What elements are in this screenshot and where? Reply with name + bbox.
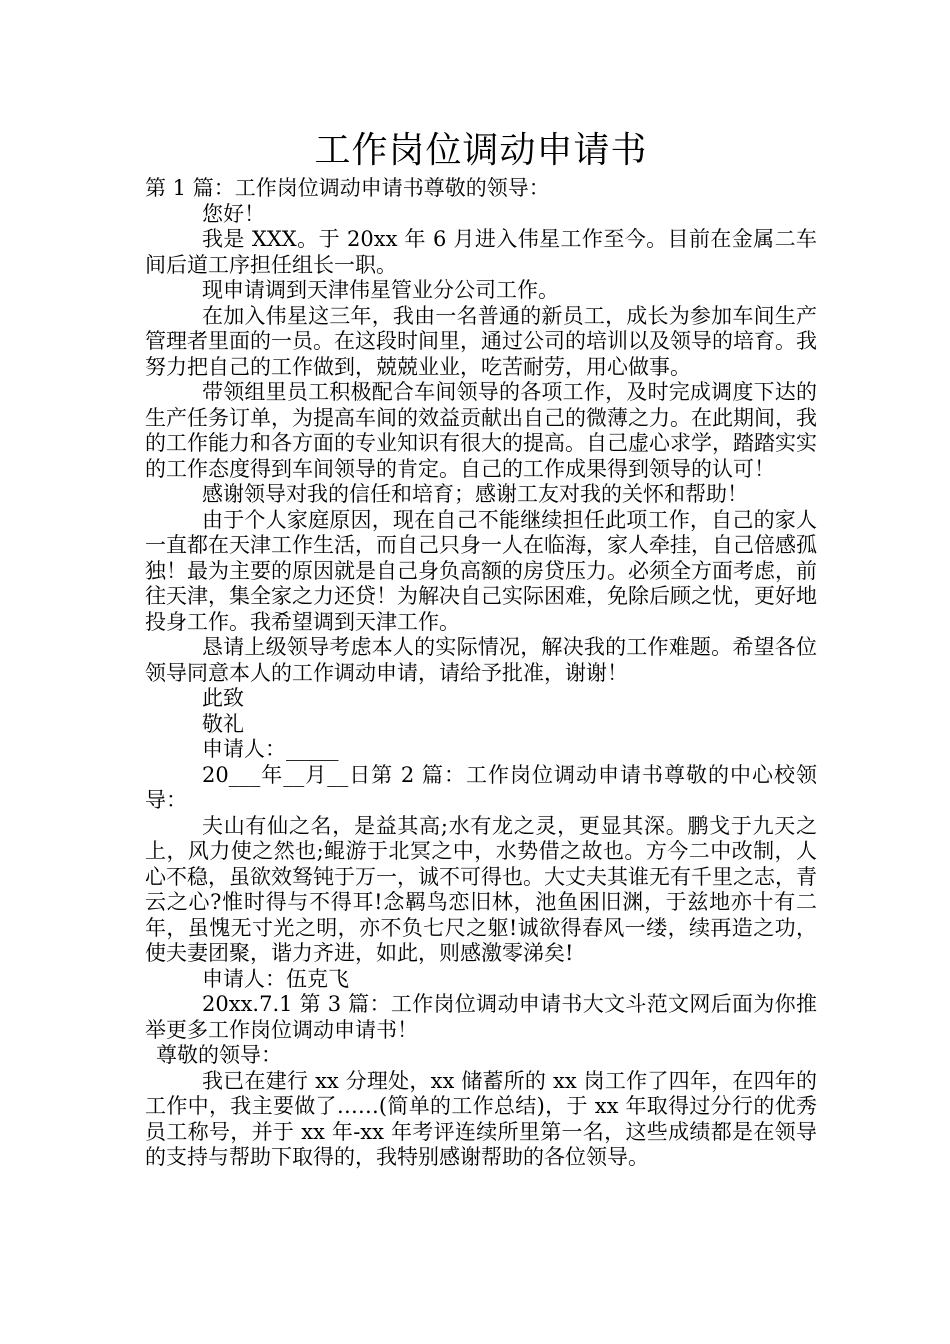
paragraph-closing-1: 此致 — [202, 686, 244, 710]
paragraph-section-3-salutation: 尊敬的领导： — [156, 1043, 282, 1067]
paragraph-applicant-1: 申请人：_____ — [202, 737, 339, 761]
paragraph-applicant-2: 申请人：伍克飞 — [202, 966, 349, 991]
paragraph-date-section-3-heading: 20xx.7.1 第 3 篇：工作岗位调动申请书大文斗范文网后面为你推举更多工作岗位调动申请书！ — [145, 992, 817, 1042]
paragraph-greeting: 您好！ — [202, 201, 265, 226]
paragraph-team-work: 带领组里员工积极配合车间领导的各项工作，及时完成调度下达的生产任务订单，为提高车间的效益贡献出自己的微薄之力。在此期间，我的工作能力和各方面的专业知识有很大的提高。自己虚心求学，踏踏实实的工作态度得到车间领导的肯定。自己的工作成果得到领导的认可！ — [145, 380, 817, 481]
paragraph-request: 现申请调到天津伟星管业分公司工作。 — [202, 278, 559, 302]
document-page — [145, 128, 817, 1171]
paragraph-section-3-body: 我已在建行 xx 分理处，xx 储蓄所的 xx 岗工作了四年，在四年的工作中，我主要做了……(简单的工作总结)，于 xx 年取得过分行的优秀员工称号，并于 xx 年-xx 年考评连续所里第一名，这些成绩都是在领导的支持与帮助下取得的，我特别感谢帮助的各位领导。 — [145, 1068, 817, 1169]
paragraph-section-2-body: 夫山有仙之名，是益其高;水有龙之灵，更显其深。鹏戈于九天之上，风力使之然也;鲲游于北冥之中，水势借之故也。方今二中改制，人心不稳，虽欲效驽钝于万一，诚不可得也。大丈夫其谁无有千里之志，青云之心?惟时得与不得耳!念羁鸟恋旧林，池鱼困旧渊，于兹地亦十有二年，虽愧无寸光之明，亦不负七尺之躯!诚欲得春风一缕，续再造之功，使夫妻团聚，谐力齐进，如此，则感激零涕矣! — [145, 813, 817, 965]
paragraph-thanks: 感谢领导对我的信任和培育；感谢工友对我的关怀和帮助！ — [202, 482, 748, 506]
paragraph-plea: 恳请上级领导考虑本人的实际情况，解决我的工作难题。希望各位领导同意本人的工作调动申请，请给予批准，谢谢！ — [145, 635, 817, 685]
paragraph-closing-2: 敬礼 — [202, 711, 244, 736]
paragraph-experience: 在加入伟星这三年，我由一名普通的新员工，成长为参加车间生产管理者里面的一员。在这段时间里，通过公司的培训以及领导的培育。我努力把自己的工作做到，兢兢业业，吃苦耐劳，用心做事。 — [145, 303, 817, 379]
paragraph-section-1-heading: 第 1 篇：工作岗位调动申请书尊敬的领导： — [145, 176, 550, 200]
paragraph-reason: 由于个人家庭原因，现在自己不能继续担任此项工作，自己的家人一直都在天津工作生活，而自己只身一人在临海，家人牵挂，自己倍感孤独！最为主要的原因就是自己身负高额的房贷压力。必须全方面考虑，前往天津，集全家之力还贷！为解决自己实际困难，免除后顾之忧，更好地投身工作。我希望调到天津工作。 — [145, 507, 817, 634]
document-title: 工作岗位调动申请书 — [314, 130, 648, 171]
paragraph-intro: 我是 XXX。于 20xx 年 6 月进入伟星工作至今。目前在金属二车间后道工序担任组长一职。 — [145, 227, 817, 277]
paragraph-date-section-2-heading: 20___年__月__日第 2 篇：工作岗位调动申请书尊敬的中心校领导： — [145, 762, 817, 812]
